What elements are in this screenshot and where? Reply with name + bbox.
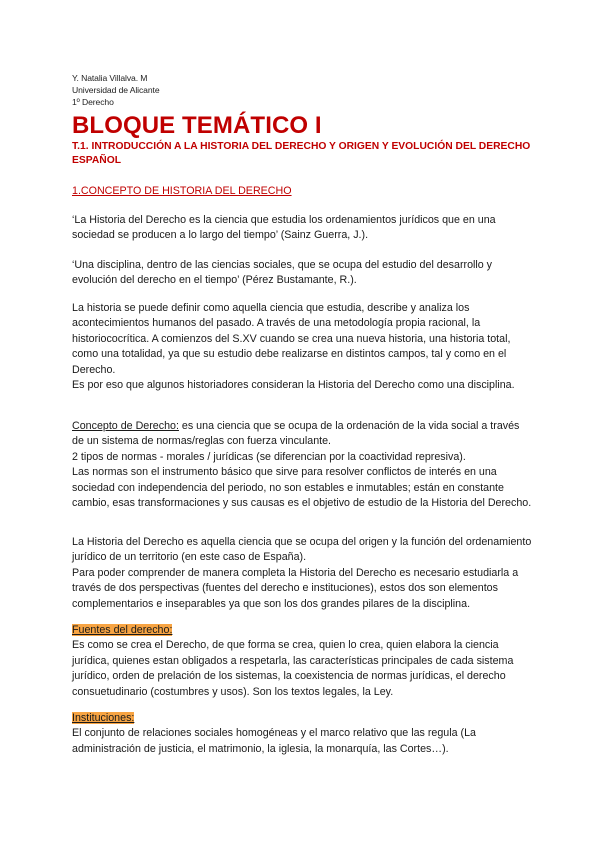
historia-disciplina: Es por eso que algunos historiadores consideran la Historia del Derecho como una disciplina. [72, 379, 515, 392]
fuentes-text: Es como se crea el Derecho, de que forma se crea, quien lo crea, quien elabora la ciencia jurídica, quienes estan obligados a respetarla, las características principales de cada sistema jurídico, orden de prelación de los sistemas, la coexistencia de normas jurídicas, el derecho consuetudinario (costumbres y usos). Son los textos legales, la Ley. [72, 639, 514, 698]
instituciones-section [72, 711, 534, 757]
quote-text: ‘La Historia del Derecho es la ciencia que estudia los ordenamientos jurídicos que en una sociedad se producen a lo largo del tiempo’ (Sainz Guerra, J.). [72, 214, 496, 242]
concepto-paragraph [72, 419, 534, 511]
instituciones-label: Instituciones: [72, 712, 135, 724]
concepto-definition [72, 419, 534, 450]
instituciones-heading [72, 711, 534, 726]
fuentes-section [72, 623, 534, 700]
course-label: 1º Derecho [72, 97, 114, 107]
quote-perez-bustamante [72, 258, 534, 289]
university-name: Universidad de Alicante [72, 85, 160, 95]
quote-sainz-guerra [72, 213, 534, 244]
historia-definition: La historia se puede definir como aquella ciencia que estudia, describe y analiza los acontecimientos humanos del pasado. A través de una metodología propia racional, la historiococrítica. A comienzos del S.XV cuando se crea una nueva historia, una historia total, como una totalidad, ya que su estudio debe realizarse en distintos campos, tal y como en el Derecho. [72, 302, 511, 376]
instituciones-text: El conjunto de relaciones sociales homogéneas y el marco relativo que las regula (La administración de justicia, el matrimonio, la iglesia, la monarquía, las Cortes…). [72, 727, 476, 755]
section-heading: 1.CONCEPTO DE HISTORIA DEL DERECHO [72, 185, 292, 197]
perspectivas-text: Para poder comprender de manera completa la Historia del Derecho es necesario estudiarla a través de dos perspectivas (fuentes del derecho e instituciones), estos dos son elementos complementarios e inseparables ya que son los dos grandes pilares de la disciplina. [72, 566, 519, 610]
topic-subtitle: T.1. INTRODUCCIÓN A LA HISTORIA DEL DERECHO Y ORIGEN Y EVOLUCIÓN DEL DERECHO ESPAÑOL [72, 141, 531, 166]
author-name: Y. Natalia Villalva. M [72, 73, 148, 83]
page-title: BLOQUE TEMÁTICO I [72, 112, 322, 139]
quote-text: ‘Una disciplina, dentro de las ciencias sociales, que se ocupa del estudio del desarrollo y evolución del derecho en el tiempo’ (Pérez Bustamante, R.). [72, 259, 493, 287]
historia-derecho-definition: La Historia del Derecho es aquella ciencia que se ocupa del origen y la función del ordenamiento jurídico de un territorio (en este caso de España). [72, 536, 532, 564]
normas-description: Las normas son el instrumento básico que sirve para resolver conflictos de interés en una sociedad con independencia del periodo, no son estables e inmutables; están en constante cambio, esas transformaciones y sus causas es el objetivo de estudio de la Historia del Derecho. [72, 466, 532, 510]
fuentes-label: Fuentes del derecho: [72, 624, 173, 636]
concepto-label: Concepto de Derecho: [72, 420, 179, 432]
fuentes-heading [72, 623, 534, 638]
concepto-text: es una ciencia que se ocupa de la ordenación de la vida social a través de un sistema de normas/reglas con fuerza vinculante. [72, 420, 520, 448]
historia-derecho-paragraph [72, 535, 534, 612]
historia-paragraph [72, 301, 534, 393]
normas-types: 2 tipos de normas - morales / jurídicas (se diferencian por la coactividad represiva). [72, 450, 466, 463]
